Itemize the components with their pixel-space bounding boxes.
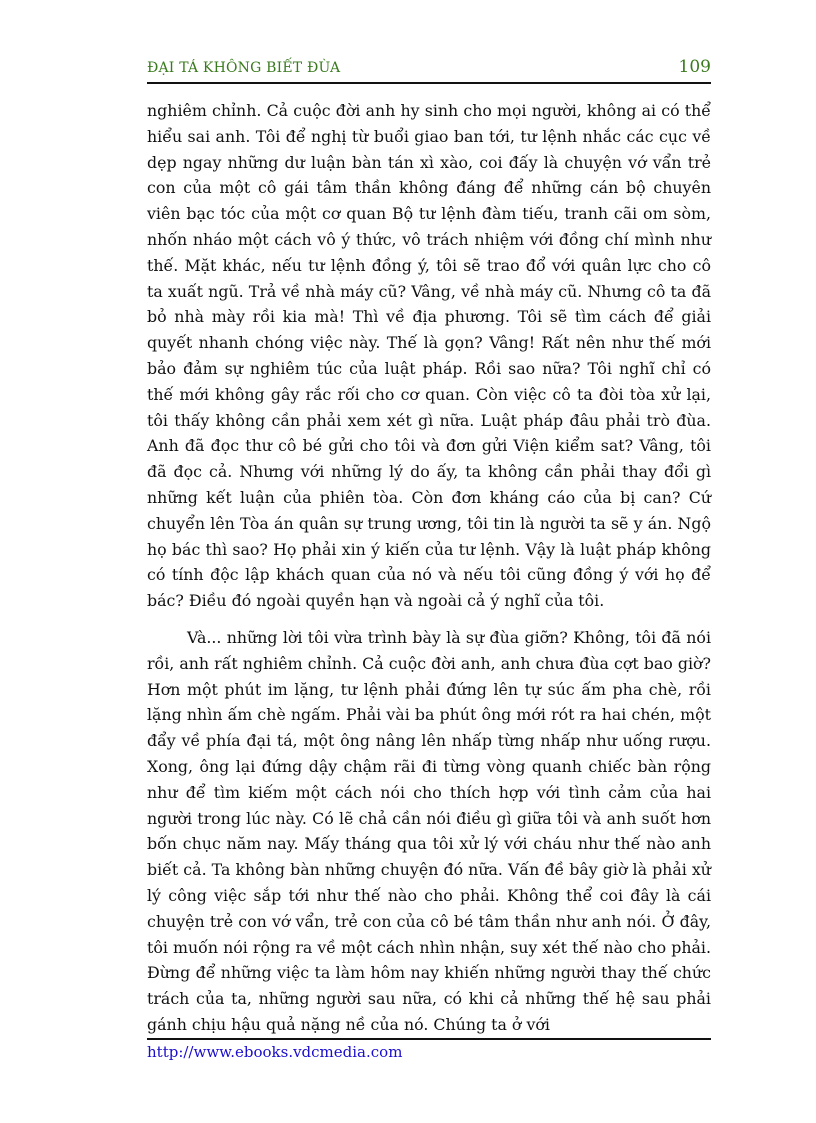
footer-link[interactable]: http://www.ebooks.vdcmedia.com [147, 1043, 403, 1061]
running-title: ĐẠI TÁ KHÔNG BIẾT ĐÙA [147, 60, 341, 76]
running-header [147, 56, 711, 84]
paragraph: Và... những lời tôi vừa trình bày là sự đùa giỡn? Không, tôi đã nói rồi, anh rất nghiêm chỉnh. Cả cuộc đời anh, anh chưa đùa cợt bao giờ? Hơn một phút im lặng, tư lệnh phải đứng lên tự súc ấm pha chè, rồi lặng nhìn ấm chè ngấm. Phải vài ba phút ông mới rót ra hai chén, một đẩy về phía đại tá, một ông nâng lên nhấp từng nhấp như uống rượu. Xong, ông lại đứng dậy chậm rãi đi từng vòng quanh chiếc bàn rộng như để tìm kiếm một cách nói cho thích hợp với tình cảm của hai người trong lúc này. Có lẽ chả cần nói điều gì giữa tôi và anh suốt hơn bốn chục năm nay. Mấy tháng qua tôi xử lý với cháu như thế nào anh biết cả. Ta không bàn những chuyện đó nữa. Vấn đề bây giờ là phải xử lý công việc sắp tới như thế nào cho phải. Không thể coi đây là cái chuyện trẻ con vớ vẩn, trẻ con của cô bé tâm thần như anh nói. Ở đây, tôi muốn nói rộng ra về một cách nhìn nhận, suy xét thế nào cho phải. Đừng để những việc ta làm hôm nay khiến những người thay thế chức trách của ta, những người sau nữa, có khi cả những thế hệ sau phải gánh chịu hậu quả nặng nề của nó. Chúng ta ở với [147, 627, 711, 1034]
paragraph: nghiêm chỉnh. Cả cuộc đời anh hy sinh cho mọi người, không ai có thể hiểu sai anh. Tôi để nghị từ buổi giao ban tới, tư lệnh nhắc các cục về dẹp ngay những dư luận bàn tán xì xào, coi đấy là chuyện vớ vẩn trẻ con của một cô gái tâm thần không đáng để những cán bộ chuyên viên bạc tóc của một cơ quan Bộ tư lệnh đàm tiếu, tranh cãi om sòm, nhốn nháo một cách vô ý thức, vô trách nhiệm với đồng chí mình như thế. Mặt khác, nếu tư lệnh đồng ý, tôi sẽ trao đổ với quân lực cho cô ta xuất ngũ. Trả về nhà máy cũ? Vâng, về nhà máy cũ. Nhưng cô ta đã bỏ nhà mày rồi kia mà! Thì về địa phương. Tôi sẽ tìm cách để giải quyết nhanh chóng việc này. Thế là gọn? Vâng! Rất nên như thế mới bảo đảm sự nghiêm túc của luật pháp. Rồi sao nữa? Tôi nghĩ chỉ có thế mới không gây rắc rối cho cơ quan. Còn việc cô ta đòi tòa xử lại, tôi thấy không cần phải xem xét gì nữa. Luật pháp đâu phải trò đùa. Anh đã đọc thư cô bé gửi cho tôi và đơn gửi Viện kiểm sat? Vâng, tôi đã đọc cả. Nhưng với những lý do ấy, ta không cần phải thay đổi gì những kết luận của phiên tòa. Còn đơn kháng cáo của bị can? Cứ chuyển lên Tòa án quân sự trung ương, tôi tin là người ta sẽ y án. Ngộ họ bác thì sao? Họ phải xin ý kiến của tư lệnh. Vậy là luật pháp không có tính độc lập khách quan của nó và nếu tôi cũng đồng ý với họ để bác? Điều đó ngoài quyền hạn và ngoài cả ý nghĩ của tôi. [147, 101, 711, 611]
body-text [147, 98, 711, 1038]
footer-rule [147, 1038, 711, 1040]
page-number: 109 [678, 57, 711, 77]
